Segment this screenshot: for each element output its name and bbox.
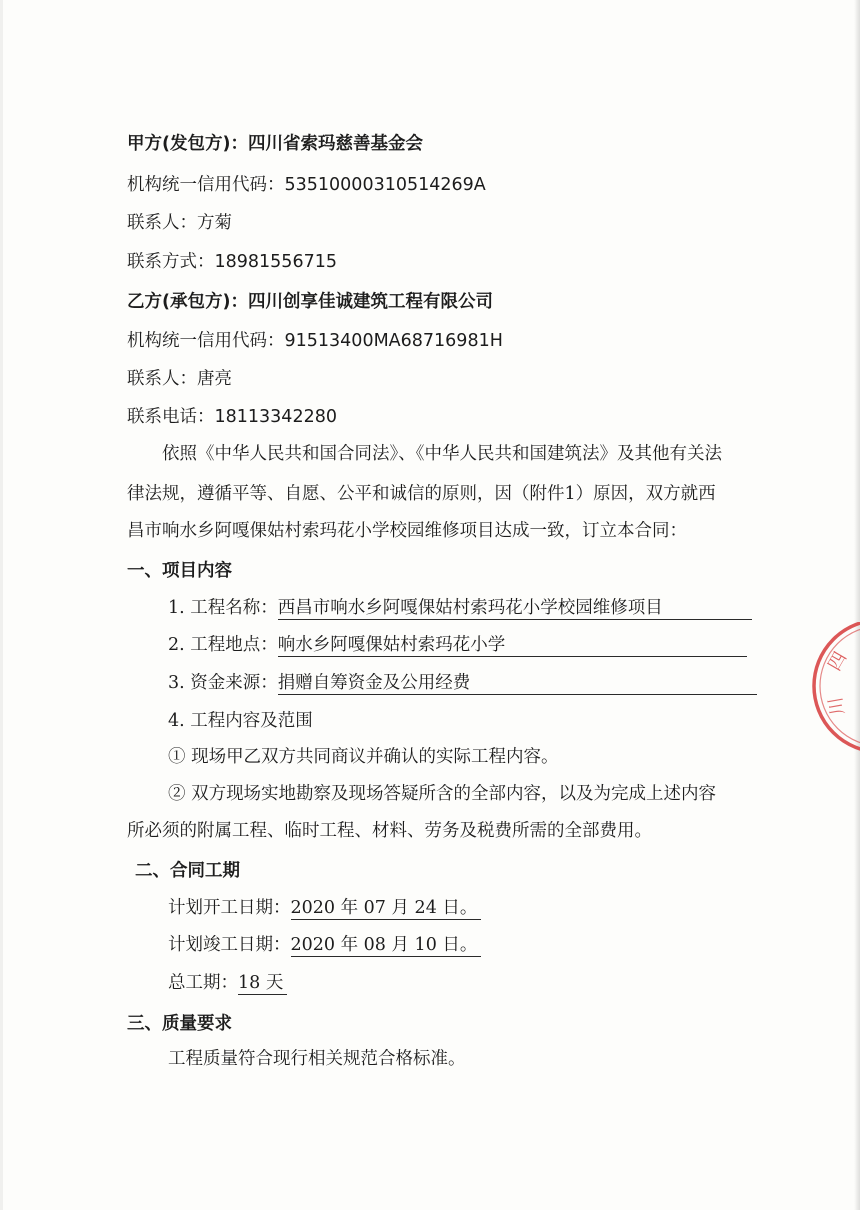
svg-text:川: 川 <box>825 695 849 717</box>
item-1-label: 1. 工程名称： <box>168 598 278 618</box>
total-duration-label: 总工期： <box>168 973 238 993</box>
party-b-credit-code: 机构统一信用代码：91513400MA68716981H <box>127 331 503 351</box>
item-3 <box>168 672 757 695</box>
party-a-name: 甲方(发包方)：四川省索玛慈善基金会 <box>127 134 423 154</box>
party-a-credit-code: 机构统一信用代码：53510000310514269A <box>127 175 486 195</box>
end-date-value: 2020 年 08 月 10 日。 <box>291 934 482 957</box>
party-b-phone: 联系电话：18113342280 <box>127 407 337 427</box>
preamble-line-1: 依照《中华人民共和国合同法》、《中华人民共和国建筑法》及其他有关法 <box>162 444 722 464</box>
party-a-phone: 联系方式：18981556715 <box>127 252 337 272</box>
total-duration-value: 18 天 <box>238 972 287 995</box>
item-4-sub-2-line-1: ② 双方现场实地勘察及现场答疑所含的全部内容，以及为完成上述内容 <box>168 784 717 804</box>
start-date-label: 计划开工日期： <box>168 898 291 918</box>
end-date-label: 计划竣工日期： <box>168 935 291 955</box>
party-b-contact: 联系人：唐亮 <box>127 369 232 389</box>
party-a-contact: 联系人：方菊 <box>127 213 232 233</box>
red-seal-partial <box>806 622 860 752</box>
start-date <box>168 897 481 920</box>
party-b-name: 乙方(承包方)：四川创享佳诚建筑工程有限公司 <box>127 292 493 312</box>
item-4-sub-2-line-2: 所必须的附属工程、临时工程、材料、劳务及税费所需的全部费用。 <box>127 821 652 841</box>
section-2-heading: 二、合同工期 <box>135 861 240 881</box>
preamble-line-2: 律法规，遵循平等、自愿、公平和诚信的原则，因（附件1）原因，双方就西 <box>127 484 716 504</box>
preamble-line-3: 昌市响水乡阿嘎倮姑村索玛花小学校园维修项目达成一致，订立本合同： <box>127 521 687 541</box>
item-1 <box>168 597 752 620</box>
page-left-edge <box>0 0 3 1210</box>
item-2-value: 响水乡阿嘎倮姑村索玛花小学 <box>278 634 747 657</box>
total-duration <box>168 972 287 995</box>
page-right-edge <box>854 0 860 1210</box>
section-1-heading: 一、项目内容 <box>127 561 232 581</box>
item-1-value: 西昌市响水乡阿嘎倮姑村索玛花小学校园维修项目 <box>278 597 752 620</box>
item-3-value: 捐赠自筹资金及公用经费 <box>278 672 757 695</box>
end-date <box>168 934 481 957</box>
start-date-value: 2020 年 07 月 24 日。 <box>291 897 482 920</box>
quality-requirement: 工程质量符合现行相关规范合格标准。 <box>168 1049 466 1069</box>
item-3-label: 3. 资金来源： <box>168 673 278 693</box>
item-4-sub-1: ① 现场甲乙双方共同商议并确认的实际工程内容。 <box>168 747 559 767</box>
item-4: 4. 工程内容及范围 <box>168 711 313 731</box>
svg-text:四: 四 <box>824 648 852 675</box>
item-2-label: 2. 工程地点： <box>168 635 278 655</box>
section-3-heading: 三、质量要求 <box>127 1014 232 1034</box>
item-2 <box>168 634 747 657</box>
